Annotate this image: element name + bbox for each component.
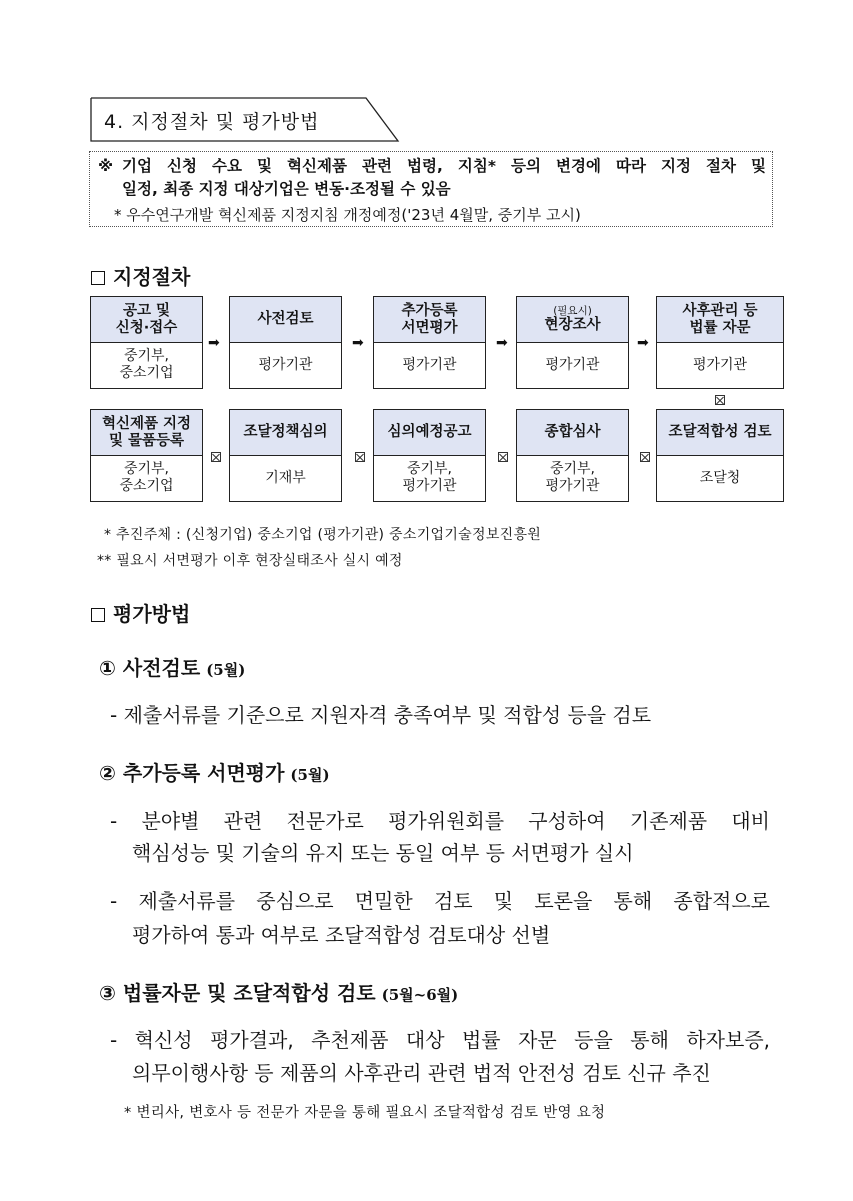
notice-box <box>89 151 773 227</box>
flow-box-announcement <box>90 296 203 389</box>
flow-box-title: 조달적합성 검토 <box>657 410 783 456</box>
connector-left-icon <box>211 452 221 462</box>
arrow-right-icon: ➡ <box>208 335 220 351</box>
step-3-item-line-1: - 혁신성 평가결과, 추천제품 대상 법률 자문 등을 통해 하자보증, <box>110 1028 770 1052</box>
flow-box-title: 조달정책심의 <box>230 410 341 456</box>
footnote-site-inspection: ** 필요시 서면평가 이후 현장실태조사 실시 예정 <box>97 553 403 569</box>
flow-box-site-inspection <box>516 296 629 389</box>
step-2-item-2-line-2: 평가하여 통과 여부로 조달적합성 검토대상 선별 <box>132 923 551 947</box>
notice-footnote: * 우수연구개발 혁신제품 지정지침 개정예정('23년 4월말, 중기부 고시) <box>114 206 581 224</box>
step-period: (5월) <box>206 661 246 679</box>
flow-box-title: 추가등록 서면평가 <box>374 297 485 343</box>
reference-mark: ※ <box>98 157 114 175</box>
flow-box-title: 공고 및 신청·접수 <box>91 297 202 343</box>
procedure-heading-text: 지정절차 <box>113 265 191 289</box>
flow-box-title: 심의예정공고 <box>374 410 485 456</box>
section-title: 4. 지정절차 및 평가방법 <box>104 111 320 133</box>
flow-box-title: 종합심사 <box>517 410 628 456</box>
connector-down-icon <box>715 395 725 405</box>
step-1-item: - 제출서류를 기준으로 지원자격 충족여부 및 적합성 등을 검토 <box>110 703 652 727</box>
flow-box-designation <box>90 409 203 502</box>
step-3-footnote: * 변리사, 변호사 등 전문가 자문을 통해 필요시 조달적합성 검토 반영 요청 <box>124 1105 606 1121</box>
flow-box-title: 사전검토 <box>230 297 341 343</box>
notice-line-2: 일정, 최종 지정 대상기업은 변동·조정될 수 있음 <box>122 180 451 198</box>
flow-box-agency: 중기부, 평가기관 <box>402 461 457 494</box>
flow-box-agency: 조달청 <box>699 469 741 486</box>
flow-box-legal-advice <box>656 296 784 389</box>
flow-box-agency: 기재부 <box>265 469 306 486</box>
step-period: (5월~6월) <box>381 986 459 1004</box>
connector-left-icon <box>498 452 508 462</box>
connector-left-icon <box>640 452 650 462</box>
section-header <box>90 97 400 141</box>
procedure-heading <box>91 261 190 290</box>
evaluation-heading <box>91 598 190 627</box>
flow-box-agency: 평가기관 <box>545 356 600 373</box>
flow-box-policy-deliberation <box>229 409 342 502</box>
step-1-title: ① 사전검토 (5월) <box>99 656 246 680</box>
step-period: (5월) <box>290 766 330 784</box>
evaluation-heading-text: 평가방법 <box>113 602 191 626</box>
flow-box-agency: 중기부, 평가기관 <box>545 461 600 494</box>
arrow-right-icon: ➡ <box>637 335 649 351</box>
step-3-title: ③ 법률자문 및 조달적합성 검토 (5월~6월) <box>99 981 459 1005</box>
flow-box-pre-review <box>229 296 342 389</box>
flow-box-agency: 평가기관 <box>258 356 313 373</box>
step-3-item-line-2: 의무이행사항 등 제품의 사후관리 관련 법적 안전성 검토 신규 추진 <box>132 1061 711 1085</box>
flow-box-title: 사후관리 등 법률 자문 <box>657 297 783 343</box>
flow-box-agency: 중기부, 중소기업 <box>119 348 174 381</box>
step-2-item-1-line-1: - 분야별 관련 전문가로 평가위원회를 구성하여 기존제품 대비 <box>110 809 770 833</box>
step-2-item-1-line-2: 핵심성능 및 기술의 유지 또는 동일 여부 등 서면평가 실시 <box>132 841 634 865</box>
flow-box-title: 혁신제품 지정 및 물품등록 <box>91 410 202 456</box>
step-2-title: ② 추가등록 서면평가 (5월) <box>99 761 330 785</box>
footnote-responsible: * 추진주체 : (신청기업) 중소기업 (평가기관) 중소기업기술정보진흥원 <box>104 527 542 543</box>
connector-left-icon <box>355 452 365 462</box>
flow-box-comprehensive-review <box>516 409 629 502</box>
flow-box-agency: 평가기관 <box>692 356 748 373</box>
square-bullet-icon <box>91 271 105 285</box>
arrow-right-icon: ➡ <box>496 335 508 351</box>
flow-box-document-evaluation <box>373 296 486 389</box>
square-bullet-icon <box>91 608 105 622</box>
flow-box-deliberation-notice <box>373 409 486 502</box>
notice-line-1: 기업 신청 수요 및 혁신제품 관련 법령, 지침* 등의 변경에 따라 지정 절차 및 <box>122 157 766 175</box>
flow-box-agency: 평가기관 <box>402 356 457 373</box>
flow-box-suitability-review <box>656 409 784 502</box>
arrow-right-icon: ➡ <box>352 335 364 351</box>
step-2-item-2-line-1: - 제출서류를 중심으로 면밀한 검토 및 토론을 통해 종합적으로 <box>110 889 770 913</box>
flow-box-agency: 중기부, 중소기업 <box>119 461 174 494</box>
flow-box-note: (필요시) <box>553 305 592 317</box>
flow-box-title: (필요시) 현장조사 <box>517 297 628 343</box>
